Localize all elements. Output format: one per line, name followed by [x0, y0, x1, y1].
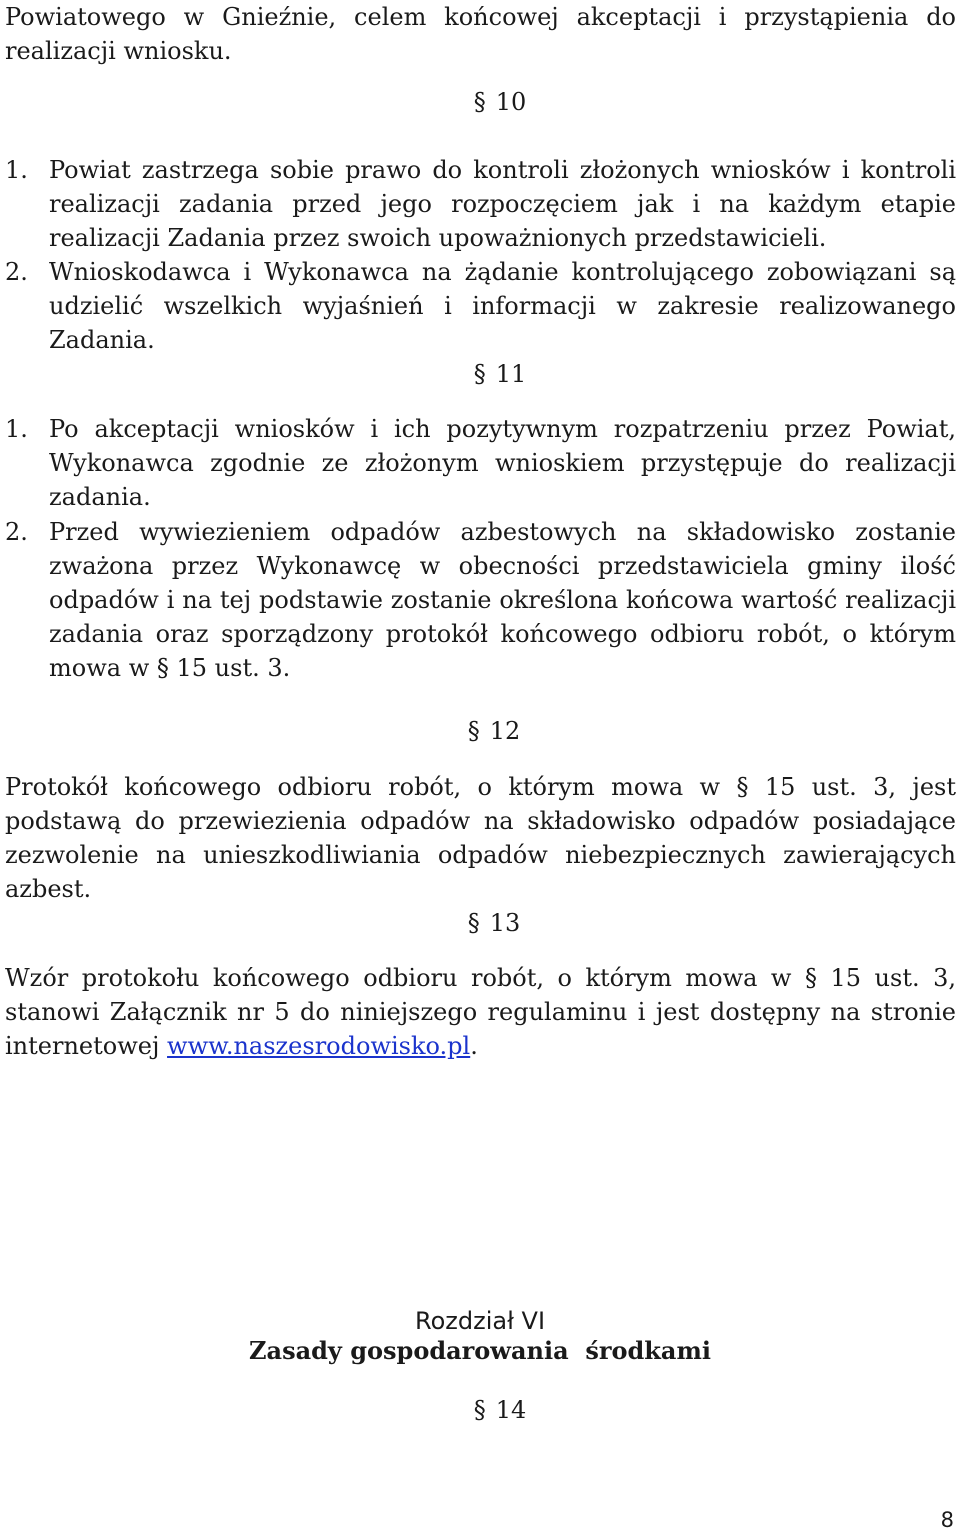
list-number: 1. — [5, 156, 28, 184]
section-sign: § — [467, 717, 480, 745]
section-11-item-1: Po akceptacji wniosków i ich pozytywnym rozpatrzeniu przez Powiat, Wykonawca zgodnie ze złożonym wnioskiem przystępuje do realizacji zadania. — [49, 415, 956, 511]
section-number: 11 — [495, 360, 527, 388]
list-number: 1. — [5, 415, 28, 443]
section-number: 12 — [489, 717, 521, 745]
website-link[interactable]: www.naszesrodowisko.pl — [167, 1032, 471, 1060]
section-sign: § — [467, 909, 480, 937]
section-10-item-2: Wnioskodawca i Wykonawca na żądanie kontrolującego zobowiązani są udzielić wszelkich wyjaśnień i informacji w zakresie realizowanego Zadania. — [49, 258, 956, 354]
list-number: 2. — [5, 258, 28, 286]
section-number: 10 — [495, 88, 527, 116]
item-text: Przed wywiezieniem odpadów azbestowych na składowisko zostanie zważona przez Wykonawcę w obecności przedstawiciela gminy ilość odpadów i na tej podstawie zostanie określona końcowa wartość realizacji zadania oraz sporządzony protokół końcowego odbioru robót, o którym mowa w — [49, 518, 956, 682]
section-number: 13 — [489, 909, 521, 937]
section-10-item-1: Powiat zastrzega sobie prawo do kontroli złożonych wniosków i kontroli realizacji zadania przed jego rozpoczęciem jak i na każdym etapie realizacji Zadania przez swoich upoważnionych przedstawicieli. — [49, 156, 956, 252]
section-11-item-2 — [49, 515, 956, 685]
chapter-label: Rozdział VI — [414, 1307, 546, 1335]
section-12-paragraph — [5, 770, 956, 906]
section-10-heading — [20, 85, 960, 119]
section-number: 14 — [495, 1396, 527, 1424]
section-sign: § — [156, 654, 169, 682]
section-sign: § — [473, 360, 486, 388]
paragraph-text: 15 ust. 3, jest podstawą do przewiezienia odpadów na składowisko odpadów posiadające zezwolenie na unieszkodliwiania odpadów niebezpiecznych zawierających azbest. — [5, 773, 957, 903]
list-number: 2. — [5, 518, 28, 546]
section-13-heading — [14, 906, 960, 940]
section-12-heading — [14, 714, 960, 748]
paragraph-text: 15 ust. 3, stanowi Załącznik nr 5 do niniejszego regulaminu i jest dostępny na stronie internetowej — [5, 964, 956, 1060]
section-sign: § — [736, 773, 749, 801]
section-11-heading — [20, 357, 960, 391]
page-number: 8 — [940, 1508, 954, 1532]
section-sign: § — [473, 1396, 486, 1424]
item-text: 15 ust. 3. — [176, 654, 291, 682]
sentence-end: . — [470, 1032, 478, 1060]
section-sign: § — [473, 88, 486, 116]
chapter-title: Zasady gospodarowania środkami — [249, 1336, 711, 1365]
intro-paragraph: Powiatowego w Gnieźnie, celem końcowej akceptacji i przystąpienia do realizacji wniosku. — [5, 3, 956, 65]
section-sign: § — [804, 964, 817, 992]
paragraph-text: Protokół końcowego odbioru robót, o którym mowa w — [5, 773, 721, 801]
paragraph-text: Wzór protokołu końcowego odbioru robót, o którym mowa w — [5, 964, 792, 992]
section-14-heading — [20, 1393, 960, 1427]
section-13-paragraph — [5, 961, 956, 1063]
